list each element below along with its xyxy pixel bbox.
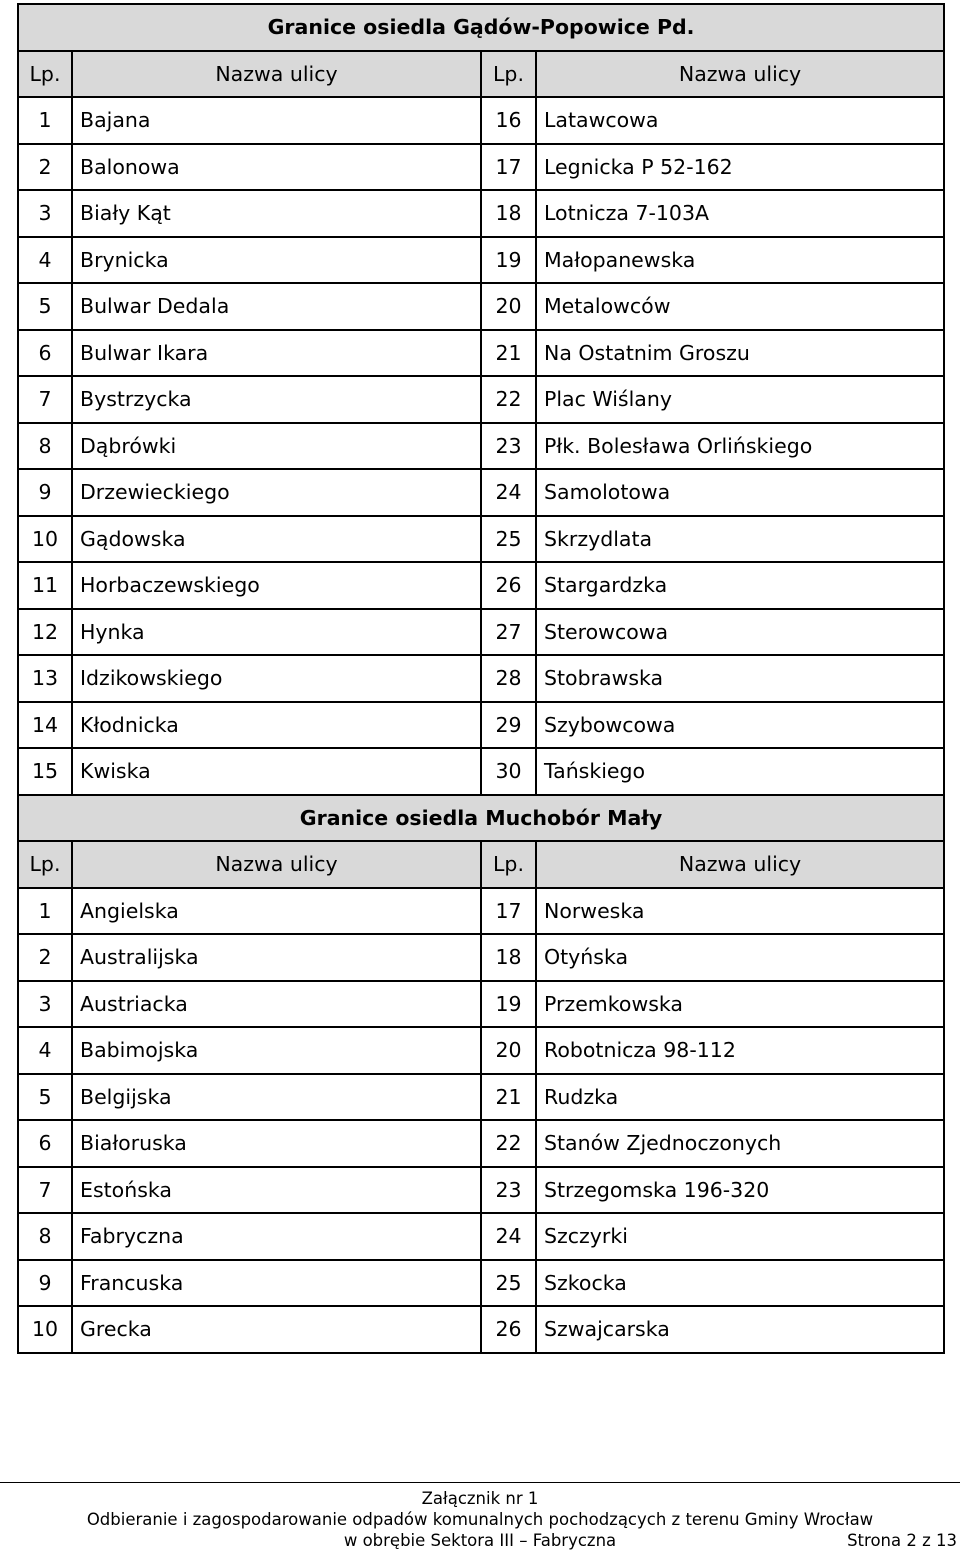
street-name-header: Nazwa ulicy xyxy=(536,841,944,888)
street-name: Szczyrki xyxy=(536,1213,944,1260)
row-number: 3 xyxy=(18,981,72,1028)
street-name: Skrzydlata xyxy=(536,516,944,563)
row-number: 4 xyxy=(18,237,72,284)
row-number: 12 xyxy=(18,609,72,656)
lp-header: Lp. xyxy=(18,51,72,98)
table-row xyxy=(18,1167,944,1214)
table-row xyxy=(18,1120,944,1167)
street-name: Belgijska xyxy=(72,1074,481,1121)
street-name: Bajana xyxy=(72,97,481,144)
row-number: 10 xyxy=(18,516,72,563)
street-name: Australijska xyxy=(72,934,481,981)
row-number: 1 xyxy=(18,97,72,144)
street-name: Angielska xyxy=(72,888,481,935)
street-name: Legnicka P 52-162 xyxy=(536,144,944,191)
row-number: 30 xyxy=(481,748,536,795)
street-name: Austriacka xyxy=(72,981,481,1028)
row-number: 26 xyxy=(481,562,536,609)
street-name: Kłodnicka xyxy=(72,702,481,749)
row-number: 15 xyxy=(18,748,72,795)
row-number: 22 xyxy=(481,1120,536,1167)
street-name: Fabryczna xyxy=(72,1213,481,1260)
street-name: Samolotowa xyxy=(536,469,944,516)
streets-table xyxy=(17,3,945,1354)
row-number: 2 xyxy=(18,144,72,191)
row-number: 27 xyxy=(481,609,536,656)
row-number: 9 xyxy=(18,1260,72,1307)
street-name: Lotnicza 7-103A xyxy=(536,190,944,237)
table-row xyxy=(18,144,944,191)
street-name: Idzikowskiego xyxy=(72,655,481,702)
street-name-header: Nazwa ulicy xyxy=(72,51,481,98)
row-number: 7 xyxy=(18,1167,72,1214)
table-row xyxy=(18,655,944,702)
street-name: Balonowa xyxy=(72,144,481,191)
street-name: Na Ostatnim Groszu xyxy=(536,330,944,377)
row-number: 23 xyxy=(481,423,536,470)
street-name: Biały Kąt xyxy=(72,190,481,237)
street-name: Grecka xyxy=(72,1306,481,1353)
row-number: 19 xyxy=(481,981,536,1028)
street-name: Szkocka xyxy=(536,1260,944,1307)
row-number: 9 xyxy=(18,469,72,516)
table-row xyxy=(18,1260,944,1307)
section-title: Granice osiedla Gądów-Popowice Pd. xyxy=(18,4,944,51)
street-name: Bystrzycka xyxy=(72,376,481,423)
street-name: Horbaczewskiego xyxy=(72,562,481,609)
row-number: 2 xyxy=(18,934,72,981)
row-number: 4 xyxy=(18,1027,72,1074)
table-row xyxy=(18,1074,944,1121)
table-row xyxy=(18,1027,944,1074)
section-title-row xyxy=(18,795,944,842)
row-number: 23 xyxy=(481,1167,536,1214)
table-row xyxy=(18,283,944,330)
row-number: 21 xyxy=(481,1074,536,1121)
street-name: Norweska xyxy=(536,888,944,935)
table-row xyxy=(18,190,944,237)
lp-header: Lp. xyxy=(481,51,536,98)
street-name: Brynicka xyxy=(72,237,481,284)
street-name: Kwiska xyxy=(72,748,481,795)
row-number: 25 xyxy=(481,1260,536,1307)
street-name: Francuska xyxy=(72,1260,481,1307)
table-row xyxy=(18,981,944,1028)
row-number: 5 xyxy=(18,283,72,330)
row-number: 28 xyxy=(481,655,536,702)
street-name: Małopanewska xyxy=(536,237,944,284)
street-name: Otyńska xyxy=(536,934,944,981)
table-row xyxy=(18,469,944,516)
table-row xyxy=(18,609,944,656)
row-number: 17 xyxy=(481,888,536,935)
table-row xyxy=(18,934,944,981)
street-name: Stargardzka xyxy=(536,562,944,609)
row-number: 20 xyxy=(481,283,536,330)
street-name: Szwajcarska xyxy=(536,1306,944,1353)
row-number: 20 xyxy=(481,1027,536,1074)
row-number: 6 xyxy=(18,1120,72,1167)
lp-header: Lp. xyxy=(481,841,536,888)
row-number: 8 xyxy=(18,1213,72,1260)
row-number: 7 xyxy=(18,376,72,423)
table-row xyxy=(18,562,944,609)
street-name: Hynka xyxy=(72,609,481,656)
table-row xyxy=(18,376,944,423)
row-number: 13 xyxy=(18,655,72,702)
footer-divider xyxy=(0,1482,960,1483)
street-name-header: Nazwa ulicy xyxy=(72,841,481,888)
street-name: Stobrawska xyxy=(536,655,944,702)
table-row xyxy=(18,702,944,749)
row-number: 24 xyxy=(481,1213,536,1260)
row-number: 19 xyxy=(481,237,536,284)
row-number: 24 xyxy=(481,469,536,516)
row-number: 6 xyxy=(18,330,72,377)
section-title: Granice osiedla Muchobór Mały xyxy=(18,795,944,842)
row-number: 25 xyxy=(481,516,536,563)
street-name: Tańskiego xyxy=(536,748,944,795)
section-title-row xyxy=(18,4,944,51)
street-name: Gądowska xyxy=(72,516,481,563)
table-row xyxy=(18,1306,944,1353)
street-name: Dąbrówki xyxy=(72,423,481,470)
row-number: 14 xyxy=(18,702,72,749)
street-name: Rudzka xyxy=(536,1074,944,1121)
row-number: 21 xyxy=(481,330,536,377)
row-number: 1 xyxy=(18,888,72,935)
footer-description: Odbieranie i zagospodarowanie odpadów komunalnych pochodzących z terenu Gminy Wrocław xyxy=(86,1510,874,1529)
footer-annex: Załącznik nr 1 xyxy=(421,1489,539,1508)
row-number: 17 xyxy=(481,144,536,191)
row-number: 29 xyxy=(481,702,536,749)
row-number: 18 xyxy=(481,934,536,981)
street-name: Bulwar Ikara xyxy=(72,330,481,377)
table-row xyxy=(18,237,944,284)
table-row xyxy=(18,516,944,563)
street-name: Plac Wiślany xyxy=(536,376,944,423)
footer-sector-text: w obrębie Sektora III – Fabryczna xyxy=(343,1531,617,1550)
street-name: Przemkowska xyxy=(536,981,944,1028)
row-number: 16 xyxy=(481,97,536,144)
street-name: Sterowcowa xyxy=(536,609,944,656)
row-number: 11 xyxy=(18,562,72,609)
table-row xyxy=(18,748,944,795)
street-name: Robotnicza 98-112 xyxy=(536,1027,944,1074)
street-name: Babimojska xyxy=(72,1027,481,1074)
row-number: 18 xyxy=(481,190,536,237)
street-name: Estońska xyxy=(72,1167,481,1214)
row-number: 3 xyxy=(18,190,72,237)
street-name: Latawcowa xyxy=(536,97,944,144)
street-name: Białoruska xyxy=(72,1120,481,1167)
column-header-row xyxy=(18,841,944,888)
row-number: 5 xyxy=(18,1074,72,1121)
row-number: 10 xyxy=(18,1306,72,1353)
street-name: Bulwar Dedala xyxy=(72,283,481,330)
street-name: Płk. Bolesława Orlińskiego xyxy=(536,423,944,470)
street-name: Strzegomska 196-320 xyxy=(536,1167,944,1214)
table-row xyxy=(18,97,944,144)
table-row xyxy=(18,330,944,377)
column-header-row xyxy=(18,51,944,98)
table-row xyxy=(18,423,944,470)
row-number: 8 xyxy=(18,423,72,470)
footer-sector xyxy=(0,1531,960,1550)
street-name: Metalowców xyxy=(536,283,944,330)
lp-header: Lp. xyxy=(18,841,72,888)
row-number: 22 xyxy=(481,376,536,423)
footer-page-number: Strona 2 z 13 xyxy=(847,1531,957,1550)
street-name: Drzewieckiego xyxy=(72,469,481,516)
street-name: Stanów Zjednoczonych xyxy=(536,1120,944,1167)
table-row xyxy=(18,1213,944,1260)
street-name-header: Nazwa ulicy xyxy=(536,51,944,98)
table-row xyxy=(18,888,944,935)
street-name: Szybowcowa xyxy=(536,702,944,749)
row-number: 26 xyxy=(481,1306,536,1353)
